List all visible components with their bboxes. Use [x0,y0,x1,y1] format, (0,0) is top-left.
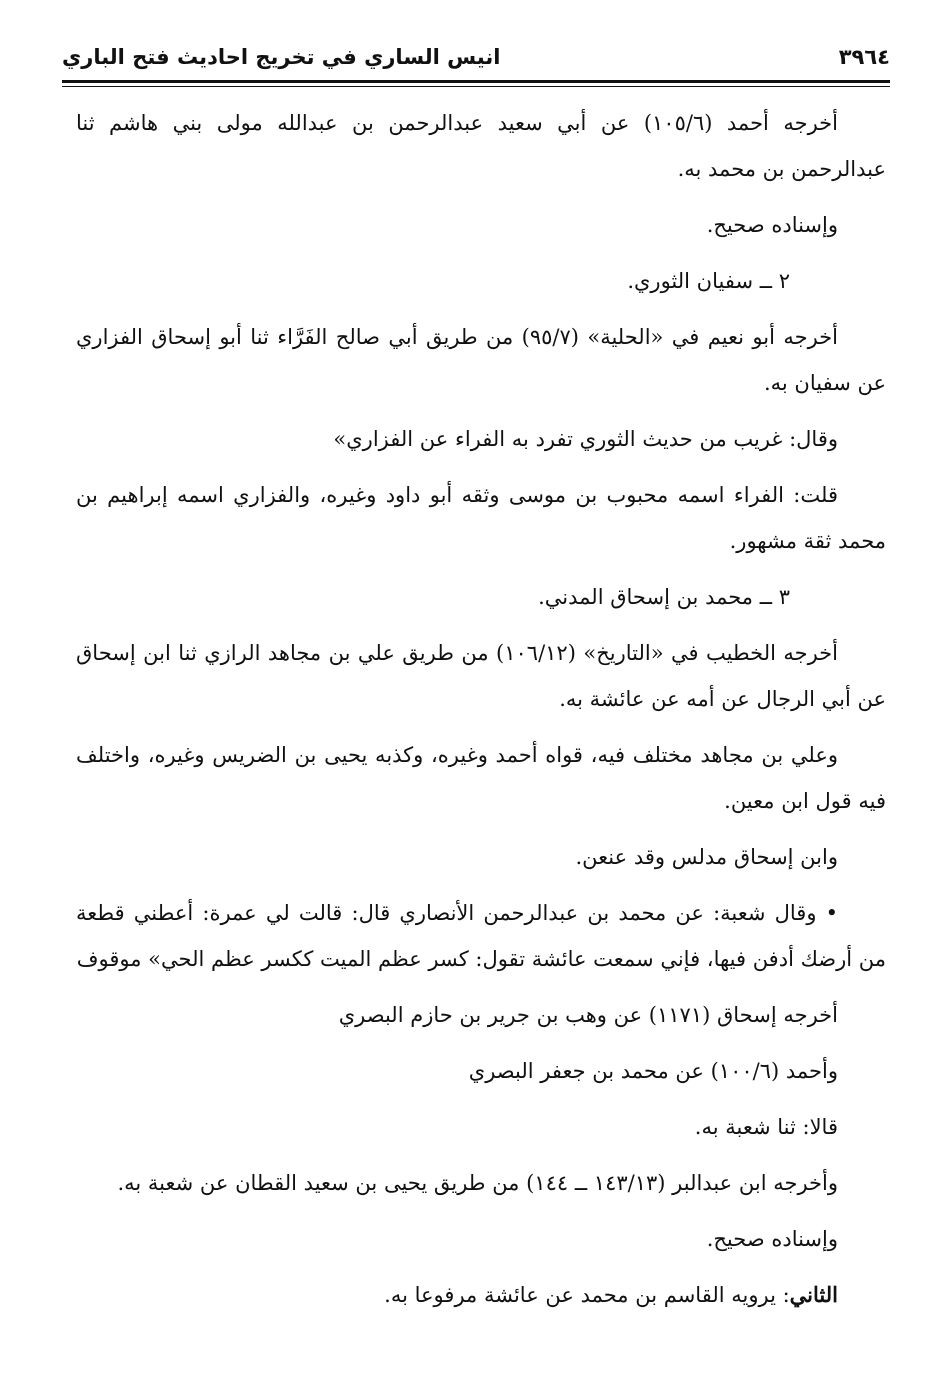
book-title: انيس الساري في تخريج احاديث فتح الباري [62,45,501,69]
paragraph: وعلي بن مجاهد مختلف فيه، قواه أحمد وغيره، وكذبه يحيى بن الضريس وغيره، واختلف فيه قول ابن معين. [76,743,886,813]
paragraph: وقال: غريب من حديث الثوري تفرد به الفراء عن الفزاري» [333,427,838,451]
paragraph: وإسناده صحيح. [706,213,838,237]
paragraph [76,1272,886,1318]
page-body [76,100,886,1328]
page-header [62,38,890,76]
item-heading: سفيان الثوري. [627,269,754,293]
paragraph: وأخرجه ابن عبدالبر (١٤٣/١٣ ــ ١٤٤) من طريق يحيى بن سعيد القطان عن شعبة به. [117,1171,838,1195]
numbered-heading [76,574,886,620]
paragraph: وابن إسحاق مدلس وقد عنعن. [575,845,838,869]
paragraph: • وقال شعبة: عن محمد بن عبدالرحمن الأنصاري قال: قالت لي عمرة: أعطني قطعة من أرضك أدفن فيها، فإني سمعت عائشة تقول: كسر عظم الميت ككسر عظم الحي» موقوف [76,901,886,971]
paragraph: وأحمد (١٠٠/٦) عن محمد بن جعفر البصري [468,1059,838,1083]
paragraph: قالا: ثنا شعبة به. [694,1115,838,1139]
header-rule [62,80,890,83]
paragraph: وإسناده صحيح. [706,1227,838,1251]
paragraph: أخرجه الخطيب في «التاريخ» (١٠٦/١٢) من طريق علي بن مجاهد الرازي ثنا ابن إسحاق عن أبي الرجال عن أمه عن عائشة به. [76,641,886,711]
paragraph: أخرجه إسحاق (١١٧١) عن وهب بن جرير بن حازم البصري [338,1003,838,1027]
numbered-heading [76,258,886,304]
section-text: : يرويه القاسم بن محمد عن عائشة مرفوعا به. [384,1283,790,1307]
paragraph: أخرجه أبو نعيم في «الحلية» (٩٥/٧) من طريق أبي صالح الفَرَّاء ثنا أبو إسحاق الفزاري عن سفيان به. [76,325,886,395]
item-number: ٣ ــ [759,585,790,609]
page-number: ٣٩٦٤ [838,45,890,69]
paragraph: قلت: الفراء اسمه محبوب بن موسى وثقه أبو داود وغيره، والفزاري اسمه إبراهيم بن محمد ثقة مشهور. [76,483,886,553]
item-heading: محمد بن إسحاق المدني. [538,585,754,609]
paragraph: أخرجه أحمد (١٠٥/٦) عن أبي سعيد عبدالرحمن بن عبدالله مولى بني هاشم ثنا عبدالرحمن بن محمد به. [76,111,886,181]
section-label: الثاني [789,1282,838,1307]
header-rule-thin [62,86,890,87]
item-number: ٢ ــ [759,269,790,293]
